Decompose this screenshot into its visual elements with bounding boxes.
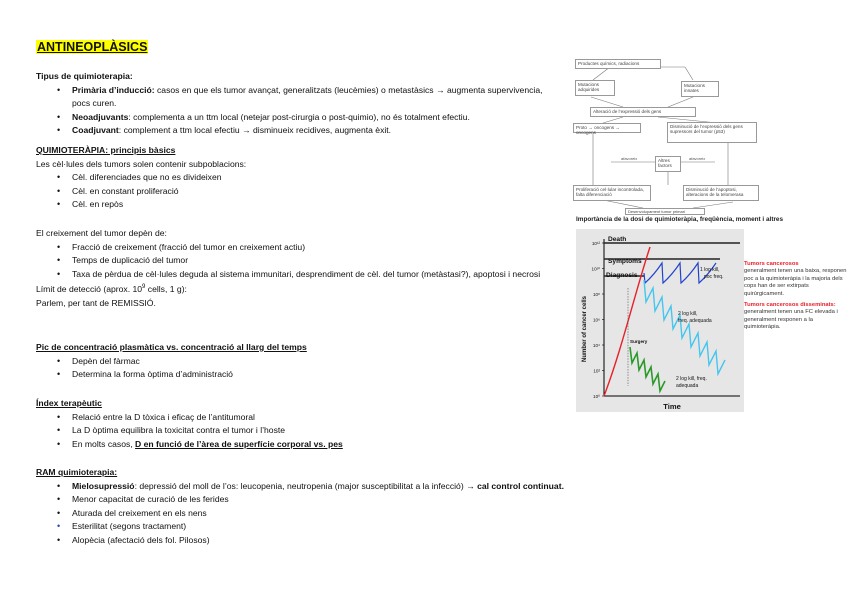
quimio-heading: QUIMIOTERÀPIA: principis bàsics bbox=[36, 145, 176, 155]
diagram-box: Mutacions adquirides bbox=[575, 80, 615, 96]
quimio-section bbox=[36, 144, 556, 212]
y-tick-label: 10² bbox=[593, 368, 600, 374]
side-note: Tumors cancerosos generalment tenen una baixa, responen poc a la quimioteràpia i la majoria dels cops han de ser extirpats quirúrgicament. bbox=[744, 261, 847, 297]
list-item: • Determina la forma òptima d’administració bbox=[36, 368, 556, 382]
diagram-box: Productes químics, radiacions bbox=[575, 59, 661, 69]
arrow-label: afavoreix bbox=[621, 156, 638, 161]
y-tick-label: 10⁰ bbox=[593, 394, 600, 399]
tipus-list bbox=[36, 84, 556, 138]
index-section bbox=[36, 397, 556, 451]
list-item: • Temps de duplicació del tumor bbox=[36, 254, 556, 268]
list-item: • Coadjuvant: complement a ttm local efectiu → disminueix recidives, augmenta èxit. bbox=[36, 124, 556, 138]
diagram-box: Altres factors bbox=[655, 156, 681, 172]
page-title: ANTINEOPLÀSICS bbox=[37, 40, 148, 54]
chart-side-notes bbox=[744, 261, 848, 332]
remissio-text: Parlem, per tant de REMISSIÓ. bbox=[36, 297, 156, 308]
series-label: poc freq. bbox=[704, 274, 724, 280]
list-item: • Cèl. en constant proliferació bbox=[36, 185, 556, 199]
quimio-intro: Les cèl·lules dels tumors solen contenir subpoblacions: bbox=[36, 158, 247, 169]
index-list bbox=[36, 411, 556, 452]
symptoms-label: Symptoms bbox=[608, 258, 642, 265]
death-label: Death bbox=[608, 236, 627, 243]
y-tick-label: 10⁸ bbox=[592, 292, 600, 297]
arrow-label: afavoreix bbox=[689, 156, 706, 161]
side-note: Tumors cancerosos disseminats: generalment tenen una FC elevada i generalment responen a la quimioteràpia. bbox=[744, 302, 838, 331]
flow-diagram bbox=[563, 55, 848, 215]
ram-section bbox=[36, 466, 656, 548]
y-tick-label: 10⁶ bbox=[592, 317, 600, 323]
list-item: • Relació entre la D tòxica i eficaç de l’antitumoral bbox=[36, 411, 556, 425]
surgery-label: Surgery bbox=[630, 339, 648, 344]
y-tick-label: 10¹⁰ bbox=[591, 266, 600, 272]
list-item: • Mielosupressió: depressió del moll de l’os: leucopenia, neutropenia (major susceptibilitat a la infecció) → cal control continuat. bbox=[36, 480, 656, 494]
pic-list bbox=[36, 355, 556, 382]
list-item: • Primària d’inducció: casos en que els tumor avançat, generalitzats (leucèmies) o metastàsics → augmenta supervivencia, pocs curen. bbox=[36, 84, 556, 111]
list-item: • Taxa de pèrdua de cèl·lules deguda al sistema immunitari, desprendiment de cèl. del tumor (metàstasi?), apoptosi i necrosi bbox=[36, 268, 556, 282]
creixement-list bbox=[36, 241, 556, 282]
list-item: • Menor capacitat de curació de les ferides bbox=[36, 493, 656, 507]
series-label: 2 log kill, bbox=[678, 311, 698, 317]
y-axis-title: Number of cancer cells bbox=[582, 295, 588, 363]
list-item: • Fracció de creixement (fracció del tumor en creixement actiu) bbox=[36, 241, 556, 255]
diagram-box: Mutacions innates bbox=[681, 81, 719, 97]
diagram-box: Alteració de l’expressió dels gens bbox=[590, 107, 696, 117]
diagram-box: Desenvolupament tumor primari bbox=[625, 208, 705, 215]
index-heading: Índex terapèutic bbox=[36, 398, 102, 408]
tipus-heading: Tipus de quimioterapia: bbox=[36, 71, 133, 81]
creixement-intro: El creixement del tumor depèn de: bbox=[36, 228, 167, 238]
diagram-box: Disminució de l’apoptosi, alteracions de la telomerasa bbox=[683, 185, 759, 201]
list-item: • Neoadjuvants: complementa a un ttm local (netejar post-cirurgia o post-quimio), no és totalment efectiu. bbox=[36, 111, 556, 125]
pic-section bbox=[36, 341, 556, 382]
diagram-box: Proliferació cel·lular incontrolada, falta diferenciació bbox=[573, 185, 651, 201]
diagnosis-label: Diagnosis bbox=[606, 272, 638, 279]
ram-heading: RAM quimioterapia: bbox=[36, 467, 118, 477]
creixement-section bbox=[36, 227, 556, 310]
series-label: 1 log kill, bbox=[700, 267, 720, 273]
figure-title: Importància de la dosi de quimioteràpia, freqüència, moment i altres bbox=[576, 216, 784, 223]
list-item: • Esterilitat (segons tractament) bbox=[36, 520, 656, 534]
list-item: • Cèl. en repòs bbox=[36, 198, 556, 212]
series-label: adequada bbox=[676, 383, 699, 389]
list-item: • Aturada del creixement en els nens bbox=[36, 507, 656, 521]
quimio-list bbox=[36, 171, 556, 212]
list-item: • Alopècia (afectació dels fol. Pilosos) bbox=[36, 534, 656, 548]
diagram-box: Disminució de l’expressió dels gens supressors del tumor (p53) bbox=[667, 122, 757, 143]
y-tick-label: 10¹² bbox=[591, 241, 600, 246]
series-label: freq. adequada bbox=[678, 318, 712, 324]
chart-canvas bbox=[576, 229, 744, 412]
y-tick-label: 10⁴ bbox=[592, 343, 600, 348]
diagram-box: Proto → oncogens → oncogens bbox=[573, 123, 641, 133]
list-item: • En molts casos, D en funció de l’àrea de superfície corporal vs. pes bbox=[36, 438, 556, 452]
list-item: • La D òptima equilibra la toxicitat contra el tumor i l’hoste bbox=[36, 424, 556, 438]
ram-list bbox=[36, 480, 656, 548]
list-item: • Cèl. diferenciades que no es divideixen bbox=[36, 171, 556, 185]
list-item: • Depèn del fàrmac bbox=[36, 355, 556, 369]
detection-limit: Límit de detecció (aprox. $10^9$ cells, 1 g): bbox=[36, 284, 187, 295]
tipus-section bbox=[36, 70, 556, 138]
pic-heading: Pic de concentració plasmàtica vs. concentració al llarg del temps bbox=[36, 342, 307, 352]
series-label: 2 log kill, freq. bbox=[676, 376, 707, 382]
x-axis-title: Time bbox=[663, 402, 681, 411]
